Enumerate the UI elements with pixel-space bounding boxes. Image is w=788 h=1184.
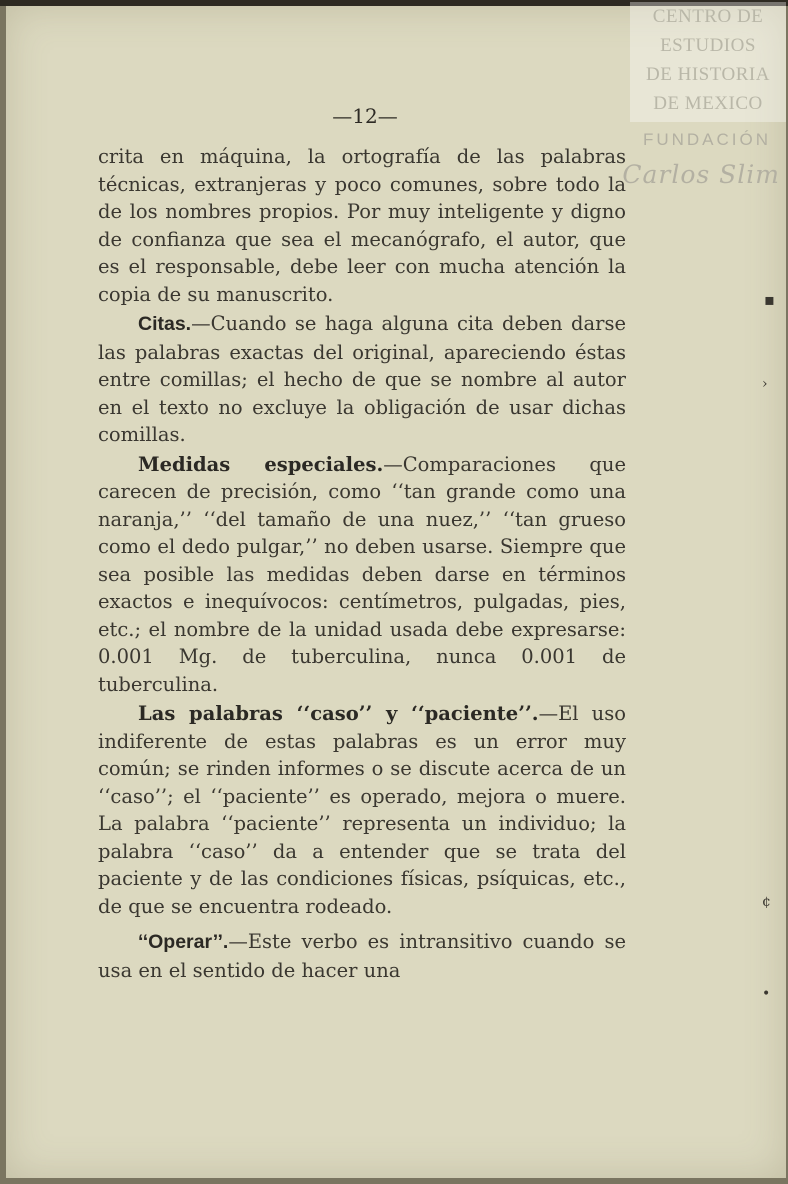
stamp-line: DE HISTORIA [646, 64, 770, 85]
paragraph-caso-paciente [98, 700, 626, 920]
foundation-label: FUNDACIÓN [642, 130, 772, 149]
paragraph-text: —El uso indiferente de estas palabras es un error muy común; se rinden informes o se discute acerca de un ‘‘caso’’; el ‘‘paciente’’ es operado, mejora o muere. La palabra ‘‘paciente’’ representa un individuo; la palabra ‘‘caso’’ da a entender que se trata del paciente y de las condiciones físicas, psíquicas, etc., de que se encuentra rodeado. [98, 702, 626, 918]
paragraph-text: —Cuando se haga alguna cita deben darse las palabras exactas del original, apareciendo éstas entre comillas; el hecho de que se nombre al autor en el texto no excluye la obligación de usar dichas comillas. [98, 312, 626, 446]
margin-mark: ▪ [764, 290, 775, 309]
stamp-line: DE MEXICO [653, 93, 763, 114]
margin-mark: › [762, 376, 768, 392]
heading-citas: Citas. [138, 313, 192, 335]
paragraph-citas [98, 310, 626, 449]
heading-operar: ‘‘Operar’’. [138, 931, 229, 953]
paragraph-1: crita en máquina, la ortografía de las palabras técnicas, extranjeras y poco comunes, sobre todo la de los nombres propios. Por muy inteligente y digno de confianza que sea el mecanógrafo, el autor, que es el responsable, debe leer con mucha atención la copia de su manuscrito. [98, 145, 626, 306]
margin-mark: • [762, 986, 771, 1002]
signature-logo: Carlos Slim [622, 160, 780, 189]
heading-caso-paciente: Las palabras ‘‘caso’’ y ‘‘paciente’’. [138, 702, 539, 725]
paragraph-text: —Comparaciones que carecen de precisión, como ‘‘tan grande como una naranja,’’ ‘‘del tamaño de una nuez,’’ ‘‘tan grueso como el dedo pulgar,’’ no deben usarse. Siempre que sea posible las medidas deben darse en términos exactos e inequívocos: centímetros, pulgadas, pies, etc.; el nombre de la unidad usada debe expresarse: 0.001 Mg. de tuberculina, nunca 0.001 de tuberculina. [98, 452, 626, 696]
stamp-line: CENTRO DE [652, 6, 764, 27]
body-text [98, 143, 626, 986]
paragraph-text: —Este verbo es intransitivo cuando se usa en el sentido de hacer una [98, 930, 626, 982]
stamp-line: ESTUDIOS [660, 35, 756, 56]
page-number: —12— [332, 104, 398, 128]
paragraph-medidas [98, 451, 626, 699]
heading-medidas: Medidas especiales. [138, 452, 384, 476]
margin-mark: ¢ [762, 894, 771, 910]
paragraph-operar [98, 928, 626, 984]
